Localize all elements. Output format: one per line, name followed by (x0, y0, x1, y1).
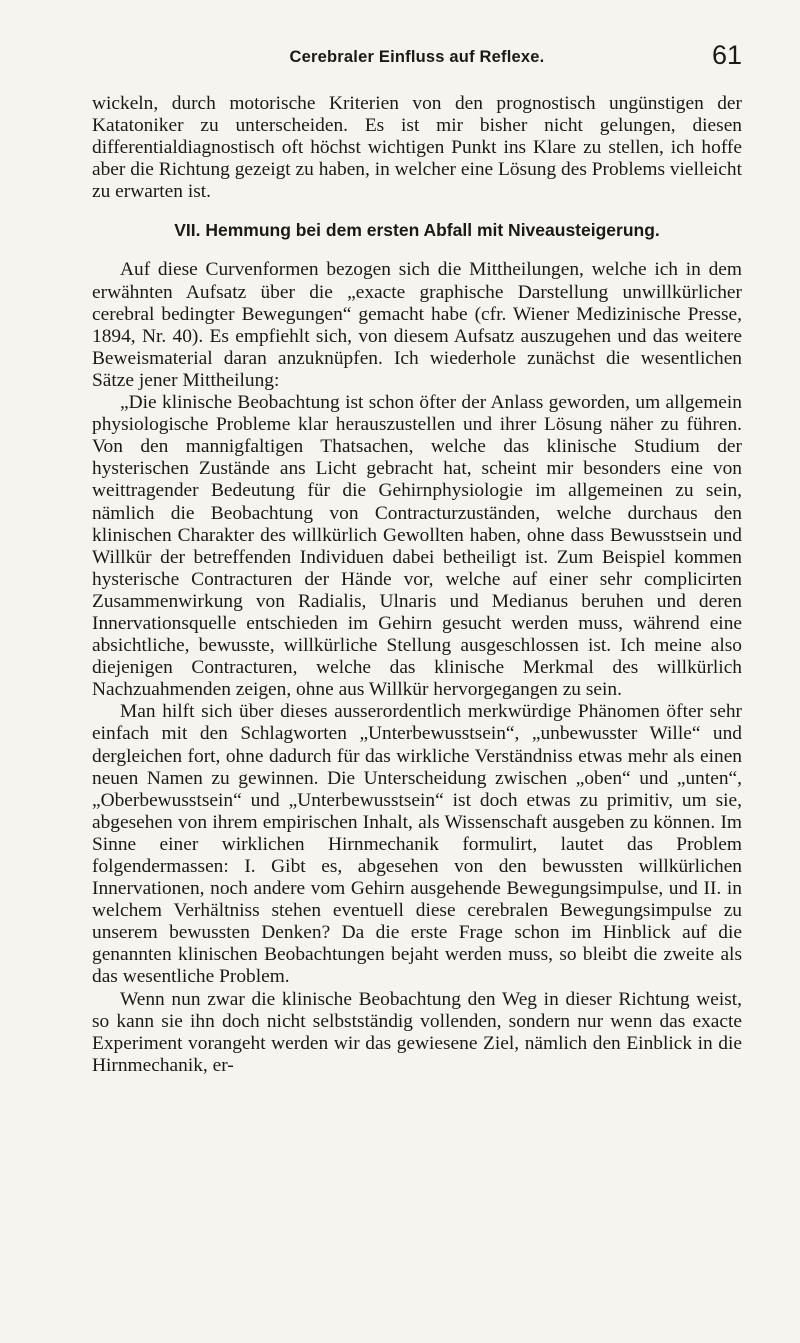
section-heading: VII. Hemmung bei dem ersten Abfall mit Niveausteigerung. (174, 220, 660, 241)
page-number: 61 (711, 40, 742, 70)
body-text (92, 93, 742, 1077)
paragraph-quote: Man hilft sich über dieses ausserordentlich merkwürdige Phänomen öfter sehr einfach mit den Schlagworten „Unterbewusstsein“, „unbewusster Wille“ und dergleichen fort, ohne dadurch für das wirkliche Verständniss etwas mehr als einen neuen Namen zu gewinnen. Die Unterscheidung zwischen „oben“ und „unten“, „Oberbewusstsein“ und „Unterbewusstsein“ ist doch etwas zu primitiv, um sie, abgesehen von ihrem empirischen Inhalt, als Wissenschaft ausgeben zu können. Im Sinne einer wirklichen Hirnmechanik formulirt, lautet das Problem folgendermassen: I. Gibt es, abgesehen von den bewussten willkürlichen Innervationen, noch andere vom Gehirn ausgehende Bewegungsimpulse, und II. in welchem Verhältniss stehen eventuell diese cerebralen Bewegungsimpulse zu unserem bewussten Denken? Da die erste Frage schon im Hinblick auf die genannten klinischen Beobachtungen bejaht werden muss, so bleibt die zweite als das wesentliche Problem. (92, 701, 742, 988)
paragraph-continuation: wickeln, durch motorische Kriterien von den prognostisch ungünstigen der Katatoniker zu unterscheiden. Es ist mir bisher nicht gelungen, diesen differentialdiagnostisch oft höchst wichtigen Punkt ins Klare zu stellen, ich hoffe aber die Richtung gezeigt zu haben, in welcher eine Lösung des Problems vielleicht zu erwarten ist. (92, 93, 742, 203)
running-head (92, 40, 742, 70)
paragraph-quote: „Die klinische Beobachtung ist schon öfter der Anlass geworden, um allgemein physiologische Probleme klar herauszustellen und ihrer Lösung näher zu führen. Von den mannigfaltigen Thatsachen, welche das klinische Studium der hysterischen Zustände ans Licht gebracht hat, scheint mir besonders eine von weittragender Bedeutung für die Gehirnphysiologie im allgemeinen zu sein, nämlich die Beobachtung von Contracturzuständen, welche durchaus den klinischen Charakter des willkürlich Gewollten haben, ohne dass Bewusstsein und Willkür der betreffenden Individuen dabei betheiligt ist. Zum Beispiel kommen hysterische Contracturen der Hände vor, welche auf einer sehr complicirten Zusammenwirkung von Radialis, Ulnaris und Medianus beruhen und deren Innervationsquelle entschieden im Gehirn gesucht werden muss, während eine absichtliche, bewusste, willkürliche Stellung ausgeschlossen ist. Ich meine also diejenigen Contracturen, welche das klinische Merkmal des willkürlich Nachzuahmenden zeigen, ohne aus Willkür hervorgegangen zu sein. (92, 392, 742, 701)
paragraph: Wenn nun zwar die klinische Beobachtung den Weg in dieser Richtung weist, so kann sie ihn doch nicht selbstständig vollenden, sondern nur wenn das exacte Experiment vorangeht werden wir das gewiesene Ziel, nämlich den Einblick in die Hirnmechanik, er- (92, 988, 742, 1076)
running-title: Cerebraler Einfluss auf Reflexe. (289, 48, 545, 66)
paragraph: Auf diese Curvenformen bezogen sich die Mittheilungen, welche ich in dem erwähnten Aufsatz über die „exacte graphische Darstellung unwillkürlicher cerebral bedingter Bewegungen“ gemacht habe (cfr. Wiener Medizinische Presse, 1894, Nr. 40). Es empfiehlt sich, von diesem Aufsatz auszugehen und das weitere Beweismaterial daran anzuknüpfen. Ich wiederhole zunächst die wesentlichen Sätze jener Mittheilung: (92, 259, 742, 391)
